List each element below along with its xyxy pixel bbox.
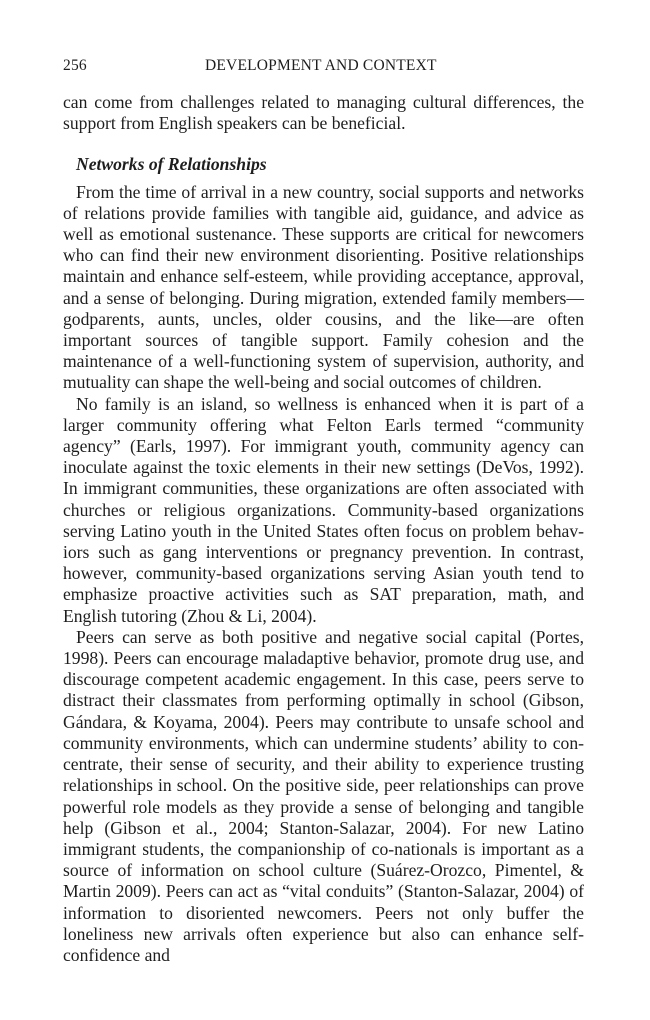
paragraph-peers: Peers can serve as both positive and negative social capital (Portes, 1998). Peers can encourage maladaptive behavior, promote drug use, and discourage competent academic engagement. In this case, peers serve to distract their classmates from performing optimally in school (Gibson, Gándara, & Koyama, 2004). Peers may contribute to unsafe school and community environments, which can undermine students’ ability to concentrate, their sense of security, and their ability to experience trusting relationships in school. On the positive side, peer relationships can prove powerful role models as they provide a sense of belonging and tangible help (Gibson et al., 2004; Stanton-Salazar, 2004). For new Latino immigrant students, the companionship of co-nationals is important as a source of information on school culture (Suárez-Orozco, Pimentel, & Martin 2009). Peers can act as “vital conduits” (Stanton-Salazar, 2004) of information to disoriented newcomers. Peers not only buffer the loneliness new arrivals often experience but also can enhance self-confidence and xyxy=(63,626,584,965)
continued-paragraph: can come from challenges related to managing cultural differences, the support from English speakers can be beneficial. xyxy=(63,92,584,134)
running-title: DEVELOPMENT AND CONTEXT xyxy=(205,57,437,74)
paragraph-community-agency: No family is an island, so wellness is enhanced when it is part of a larger community offering what Felton Earls termed “community agency” (Earls, 1997). For immigrant youth, community agency can inoculate against the toxic elements in their new settings (DeVos, 1992). In immigrant communities, these organizations are often associated with churches or religious organizations. Community-based organizations serving Latino youth in the United States often focus on problem behaviors such as gang interventions or pregnancy prevention. In contrast, however, community-based organizations serving Asian youth tend to emphasize proactive activities such as SAT preparation, math, and English tutoring (Zhou & Li, 2004). xyxy=(63,393,584,626)
page-number: 256 xyxy=(63,57,87,74)
section-heading: Networks of Relationships xyxy=(76,154,267,175)
body-text xyxy=(63,92,584,966)
running-head xyxy=(63,55,584,77)
paragraph-social-supports: From the time of arrival in a new country, social supports and networks of relations provide families with tangible aid, guidance, and advice as well as emotional sustenance. These supports are critical for newcomers who can find their new environment disorienting. Positive relationships maintain and enhance self-esteem, while providing acceptance, approval, and a sense of belonging. During migration, extended family members—godparents, aunts, uncles, older cousins, and the like—are often important sources of tangible support. Family cohesion and the maintenance of a well-functioning system of supervision, authority, and mutuality can shape the well-being and social outcomes of children. xyxy=(63,181,584,393)
